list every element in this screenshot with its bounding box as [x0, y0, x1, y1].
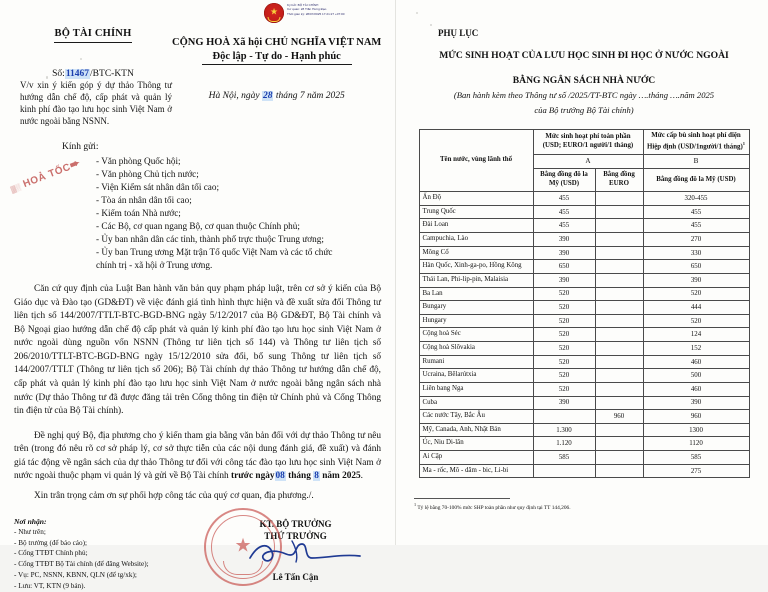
document-subject: V/v xin ý kiến góp ý dự thảo Thông tư hướng dẫn chế độ, cấp phát và quản lý kinh phí đào tạo lưu học sinh Việt Nam ở nước ngoài bằng NSNN. [20, 80, 172, 126]
cell-country: Ba Lan [419, 287, 533, 301]
cell-usd: 390 [533, 396, 595, 410]
place-date-day: 28 [262, 91, 273, 102]
cell-subsidy-usd: 124 [643, 328, 749, 342]
document-number-prefix: Số: [52, 69, 65, 79]
cell-country: Cuba [419, 396, 533, 410]
table-row [419, 233, 749, 247]
table-row [419, 301, 749, 315]
footnote [414, 498, 744, 512]
star-icon: ★ [269, 6, 279, 17]
cell-euro: 960 [595, 410, 643, 424]
cell-country: Cộng hoà Slôvakia [419, 342, 533, 356]
cell-euro [595, 355, 643, 369]
appendix-title-line2: BẰNG NGÂN SÁCH NHÀ NƯỚC [512, 74, 656, 86]
header-letter-a: A [533, 154, 643, 168]
list-item: - Kiểm toán Nhà nước; [96, 207, 181, 218]
cell-usd: 520 [533, 369, 595, 383]
cell-subsidy-usd: 500 [643, 369, 749, 383]
cell-euro [595, 260, 643, 274]
recipient-list [96, 155, 381, 273]
table-row [419, 396, 749, 410]
national-title: CỘNG HOÀ Xã hội CHỦ NGHĨA VIỆT NAM [172, 37, 382, 48]
handwritten-signature [246, 538, 364, 568]
cell-euro [595, 369, 643, 383]
urgent-stamp-ghost: ▓▒ [10, 183, 23, 194]
table-row [419, 260, 749, 274]
footnote-text [414, 502, 744, 512]
place-date-prefix: Hà Nội, ngày [208, 91, 260, 102]
signature-title-2: THỨ TRƯỞNG [264, 530, 327, 541]
distribution-list [14, 516, 210, 592]
cell-country: Mông Cổ [419, 246, 533, 260]
footnote-body: Tỷ lệ bằng 70-100% mức SHP toàn phần như quy định tại TT 144,206. [417, 505, 571, 512]
table-row [419, 342, 749, 356]
cell-euro [595, 219, 643, 233]
body-paragraph-2-text: Đề nghị quý Bộ, địa phương cho ý kiến tham gia bằng văn bản đối với dự thảo Thông tư nêu trên (trong đó nêu rõ cơ sở pháp lý, cơ sở thực tiễn của các nội dung đánh giá, đề xuất) và đánh giá tác động về ngân sách của dự thảo Thông tư đối với công tác đào tạo lưu học sinh Việt Nam ở nước ngoài thuộc phạm vi quản lý và gửi về Bộ Tài chính [14, 430, 381, 482]
cell-subsidy-usd: 960 [643, 410, 749, 424]
allowance-table [419, 129, 750, 479]
national-block [172, 3, 382, 102]
cell-country: Ai Cập [419, 451, 533, 465]
cell-subsidy-usd: 1300 [643, 423, 749, 437]
cell-usd: 455 [533, 219, 595, 233]
deadline-year: năm 2025 [322, 471, 361, 482]
cell-country: Rumani [419, 355, 533, 369]
cell-country: Ma - rốc, Mô - dăm - bic, Li-bi [419, 464, 533, 478]
scan-speck [80, 58, 82, 60]
list-item: - Cổng TTĐT Chính phủ; [14, 549, 88, 558]
table-row [419, 423, 749, 437]
footnote-divider [414, 498, 510, 499]
cell-usd: 455 [533, 192, 595, 206]
table-body [419, 192, 749, 478]
cell-country: Các nước Tây, Bắc Âu [419, 410, 533, 424]
table-row [419, 382, 749, 396]
header-country: Tên nước, vùng lãnh thổ [419, 129, 533, 192]
cell-subsidy-usd: 390 [643, 273, 749, 287]
list-item: - Ủy ban nhân dân các tỉnh, thành phố trực thuộc Trung ương; [96, 233, 324, 244]
list-item: - Vụ: PC, NSNN, KBNN, QLN (để tg/xk); [14, 571, 137, 580]
cell-euro [595, 464, 643, 478]
cell-country: Ucraina, Bêlarútxia [419, 369, 533, 383]
place-date-suffix: tháng 7 năm 2025 [275, 91, 345, 102]
list-item: - Văn phòng Quốc hội; [96, 155, 181, 166]
cell-euro [595, 273, 643, 287]
scan-speck [46, 76, 48, 79]
star-icon: ★ [234, 534, 252, 556]
digisig-line2: Cơ quan: 28 Trần Hưng Đạo [287, 7, 327, 12]
header-group-b-text: Mức cấp bù sinh hoạt phí diện Hiệp định (USD/1người/1 tháng) [646, 131, 743, 150]
cell-usd: 1.300 [533, 423, 595, 437]
header-sub-b-usd: Bằng đồng đô la Mỹ (USD) [643, 169, 749, 192]
cell-euro [595, 396, 643, 410]
place-date-line [172, 91, 381, 101]
list-item: - Lưu: VT, KTN (9 bản). [14, 581, 86, 590]
digisig-line3: Thời gian ký: 28/07/2025 17:21:27 +07:00 [287, 11, 345, 16]
document-number-line [14, 69, 172, 79]
cell-subsidy-usd: 460 [643, 382, 749, 396]
body-paragraph-1: Căn cứ quy định của Luật Ban hành văn bản quy phạm pháp luật, trên cơ sở ý kiến của Bộ Giáo dục và Đào tạo (GD&ĐT) về việc đánh giá tình hình thực hiện và đề xuất sửa đổi Thông tư liên tịch số 144/2007/TTLT-BTC-BGD-BNG ngày 5/12/2017 của Bộ GD&ĐT, Bộ Tài chính và Bộ Ngoại giao hướng dẫn chế độ cấp phát và quản lý kinh phí đào tạo lưu học sinh Việt Nam ở nước ngoài dùng nguồn vốn NSNN (Thông tư liên tịch số 144) và Thông tư liên tịch số 206/2010/TTLT-BTC-BGD-BNG ngày 15/12/2010 sửa đổi, bổ sung Thông tư liên tịch số 144/2007/TTLT (Thông tư liên tịch số 206); Bộ Tài chính dự thảo Thông tư hướng dẫn chế độ, cấp phát và quản lý kinh phí đào tạo lưu học sinh Việt Nam ở nước ngoài bằng ngân sách nhà nước (Dự thảo Thông tư đã được đăng tải trên Cổng thông tin điện tử Chính phủ và Cổng Thông tin điện tử của Bộ Tài chính). [14, 284, 381, 417]
table-head [419, 129, 749, 192]
footer [14, 516, 381, 592]
list-item: - Văn phòng Chủ tịch nước; [96, 168, 199, 179]
cell-subsidy-usd: 152 [643, 342, 749, 356]
footnote-marker: 1 [742, 140, 746, 146]
cell-country: Campuchia, Lào [419, 233, 533, 247]
cell-subsidy-usd: 650 [643, 260, 749, 274]
cell-country: Bungary [419, 301, 533, 315]
header-sub-usd: Bằng đồng đô la Mỹ (USD) [533, 169, 595, 192]
cell-usd [533, 464, 595, 478]
footnote-number: 1 [414, 502, 417, 508]
cell-usd: 520 [533, 342, 595, 356]
ministry-underline [54, 42, 132, 43]
deadline-month-label: tháng [288, 471, 311, 482]
cell-subsidy-usd: 444 [643, 301, 749, 315]
distribution-list-title: Nơi nhận: [14, 516, 47, 526]
signature-block [210, 516, 381, 582]
table-row [419, 246, 749, 260]
cell-euro [595, 451, 643, 465]
arrow-icon: ➨ [67, 155, 83, 173]
national-motto: Độc lập - Tự do - Hạnh phúc [212, 51, 341, 63]
table-row [419, 219, 749, 233]
cell-usd: 520 [533, 301, 595, 315]
cell-usd: 520 [533, 382, 595, 396]
digital-signature-text [287, 3, 345, 16]
cell-euro [595, 233, 643, 247]
appendix-subtitle-line2: của Bộ trưởng Bộ Tài chính) [534, 105, 634, 115]
table-row [419, 287, 749, 301]
cell-subsidy-usd: 390 [643, 396, 749, 410]
cell-subsidy-usd: 330 [643, 246, 749, 260]
table-row [419, 355, 749, 369]
salutation: Kính gửi: [62, 141, 99, 152]
cell-subsidy-usd: 275 [643, 464, 749, 478]
cell-subsidy-usd: 520 [643, 287, 749, 301]
cell-euro [595, 423, 643, 437]
deadline-month: 8 [314, 471, 319, 482]
cell-euro [595, 205, 643, 219]
list-item: - Các Bộ, cơ quan ngang Bộ, cơ quan thuộc Chính phủ; [96, 220, 300, 231]
urgent-stamp [8, 155, 82, 195]
cell-euro [595, 328, 643, 342]
cell-subsidy-usd: 270 [643, 233, 749, 247]
cell-euro [595, 192, 643, 206]
cell-country: Hungary [419, 314, 533, 328]
cell-usd: 390 [533, 273, 595, 287]
deadline-label: trước ngày [231, 471, 275, 482]
header-group-b [643, 129, 749, 154]
cell-usd: 520 [533, 287, 595, 301]
table-row [419, 205, 749, 219]
table-row [419, 192, 749, 206]
list-item: - Tòa án nhân dân tối cao; [96, 194, 192, 205]
list-item: - Ủy ban Trung ương Mặt trận Tổ quốc Việt Nam và các tổ chức chính trị - xã hội ở Trung ương. [96, 246, 333, 270]
table-row [419, 451, 749, 465]
cell-euro [595, 382, 643, 396]
cell-country: Thái Lan, Phi-lip-pin, Malaisia [419, 273, 533, 287]
cell-euro [595, 246, 643, 260]
cell-usd: 390 [533, 246, 595, 260]
cell-usd: 585 [533, 451, 595, 465]
header-letter-b: B [643, 154, 749, 168]
cell-subsidy-usd: 455 [643, 205, 749, 219]
letterhead [14, 3, 382, 128]
list-item: - Viện Kiểm sát nhân dân tối cao; [96, 181, 220, 192]
table-header-row-1 [419, 129, 749, 154]
body-paragraph-3: Xin trân trọng cảm ơn sự phối hợp công tác của quý cơ quan, địa phương./. [34, 490, 314, 501]
body-paragraph-2: Đề nghị quý Bộ, địa phương cho ý kiến tham gia bằng văn bản đối với dự thảo Thông tư nêu trên (trong đó nêu rõ cơ sở pháp lý, cơ sở thực tiễn của các nội dung đánh giá, đề xuất) và đánh giá tác động về ngân sách của dự thảo Thông tư đối với công tác đào tạo lưu học sinh Việt Nam ở nước ngoài thuộc phạm vi quản lý và gửi về Bộ Tài chính trước ngày08 tháng 8 năm 2025. [14, 430, 381, 482]
cell-subsidy-usd: 455 [643, 219, 749, 233]
table-row [419, 369, 749, 383]
list-item: - Như trên; [14, 527, 46, 536]
cell-country: Liên bang Nga [419, 382, 533, 396]
list-item: - Cổng TTĐT Bộ Tài chính (để đăng Website); [14, 560, 149, 569]
document-number-value: 11467 [65, 69, 90, 79]
table-row [419, 328, 749, 342]
cell-euro [595, 437, 643, 451]
appendix-subtitle-line1: (Ban hành kèm theo Thông tư số /2025/TT-BTC ngày ….tháng ….năm 2025 [453, 90, 715, 101]
national-emblem-icon [264, 3, 284, 23]
motto-underline [202, 64, 352, 65]
appendix-title-line1: MỨC SINH HOẠT CỦA LƯU HỌC SINH ĐI HỌC Ở NƯỚC NGOÀI [439, 50, 729, 61]
cell-usd: 520 [533, 355, 595, 369]
table-row [419, 410, 749, 424]
table-row [419, 314, 749, 328]
gear-icon [268, 17, 281, 22]
header-sub-euro: Bằng đồng EURO [595, 169, 643, 192]
signature-title-1: KT. BỘ TRƯỞNG [259, 518, 332, 529]
page-right [395, 0, 768, 545]
cell-euro [595, 287, 643, 301]
ministry-block [14, 6, 172, 128]
cell-country: Cộng hoà Séc [419, 328, 533, 342]
cell-usd: 650 [533, 260, 595, 274]
ministry-name: BỘ TÀI CHÍNH [54, 28, 132, 39]
cell-usd: 455 [533, 205, 595, 219]
cell-subsidy-usd: 520 [643, 314, 749, 328]
urgent-stamp-label: HOẢ TỐC [21, 161, 73, 191]
cell-usd: 390 [533, 233, 595, 247]
cell-country: Trung Quốc [419, 205, 533, 219]
cell-subsidy-usd: 585 [643, 451, 749, 465]
cell-subsidy-usd: 1120 [643, 437, 749, 451]
cell-country: Đài Loan [419, 219, 533, 233]
cell-usd [533, 410, 595, 424]
cell-country: Ấn Độ [419, 192, 533, 206]
cell-euro [595, 301, 643, 315]
cell-subsidy-usd: 320-455 [643, 192, 749, 206]
scan-speck [430, 24, 432, 26]
cell-country: Úc, Niu Di-lân [419, 437, 533, 451]
table-row [419, 464, 749, 478]
list-item: - Bộ trưởng (để báo cáo); [14, 538, 87, 547]
cell-usd: 520 [533, 328, 595, 342]
scan-speck [416, 12, 418, 14]
appendix-label: PHỤ LỤC [438, 28, 479, 38]
digisig-line1: Ký bởi: BỘ TÀI CHÍNH [287, 3, 319, 7]
cell-subsidy-usd: 460 [643, 355, 749, 369]
cell-usd: 520 [533, 314, 595, 328]
table-row [419, 273, 749, 287]
cell-country: Mỹ, Canada, Anh, Nhật Bản [419, 423, 533, 437]
header-group-a: Mức sinh hoạt phí toàn phần (USD; EURO/1 người/1 tháng) [533, 129, 643, 154]
cell-country: Hàn Quốc, Xinh-ga-po, Hồng Kông [419, 260, 533, 274]
document-number-suffix: /BTC-KTN [90, 69, 134, 79]
table-row [419, 437, 749, 451]
cell-euro [595, 314, 643, 328]
cell-euro [595, 342, 643, 356]
cell-usd: 1.120 [533, 437, 595, 451]
deadline-day: 08 [275, 471, 285, 482]
signer-name: Lê Tấn Cận [272, 571, 319, 582]
